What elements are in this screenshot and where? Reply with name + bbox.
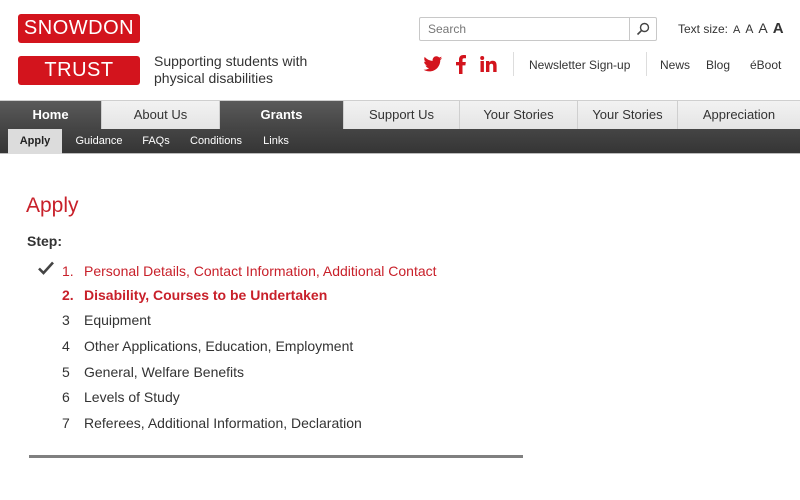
step-number: 5	[62, 364, 70, 380]
nav-your-stories[interactable]: Your Stories	[460, 101, 578, 129]
nav-appreciation[interactable]: Appreciation	[702, 107, 776, 122]
text-size-xlarge[interactable]: A	[772, 20, 784, 37]
twitter-link[interactable]	[422, 54, 444, 74]
step-text: Referees, Additional Information, Declaration	[84, 415, 362, 431]
step-number: 6	[62, 389, 70, 405]
facebook-link[interactable]	[454, 54, 468, 74]
text-size-medium[interactable]: A	[745, 22, 754, 36]
subnav-guidance[interactable]: Guidance	[75, 135, 123, 147]
step-number: 4	[62, 338, 70, 354]
step-text: Other Applications, Education, Employment	[84, 338, 354, 354]
search-box	[419, 17, 657, 41]
text-size-small[interactable]: A	[733, 24, 741, 36]
step-number: 7	[62, 415, 70, 431]
step-number: 3	[62, 312, 70, 328]
linkedin-link[interactable]	[478, 54, 498, 74]
subnav-links[interactable]: Links	[263, 135, 289, 147]
text-size-control	[678, 20, 784, 37]
subnav-faqs[interactable]: FAQs	[142, 135, 170, 147]
twitter-icon	[423, 56, 443, 73]
step-text: Disability, Courses to be Undertaken	[84, 287, 328, 303]
tagline: Supporting students with physical disabilities	[154, 53, 308, 86]
step-number: 1.	[62, 263, 74, 279]
subnav-conditions[interactable]: Conditions	[190, 135, 242, 147]
checkmark-icon	[38, 261, 54, 275]
nav-grants[interactable]: Grants	[220, 101, 344, 129]
text-size-label: Text size:	[678, 22, 729, 36]
step-text: Personal Details, Contact Information, Additional Contact	[84, 263, 437, 279]
main-nav	[0, 100, 800, 129]
sub-nav	[0, 129, 800, 154]
subnav-apply[interactable]: Apply	[8, 129, 62, 154]
divider	[646, 52, 647, 76]
logo-snowdon[interactable]: SNOWDON	[18, 14, 140, 43]
eboot-link[interactable]: éBoot	[750, 58, 782, 72]
step-text: Equipment	[84, 312, 151, 328]
step-text: General, Welfare Benefits	[84, 364, 245, 380]
nav-home[interactable]: Home	[0, 101, 102, 129]
step-number: 2.	[62, 287, 74, 303]
divider-rule	[29, 455, 523, 458]
page-title: Apply	[26, 194, 79, 217]
facebook-icon	[456, 55, 466, 74]
search-input[interactable]	[420, 18, 630, 40]
nav-your-stories-2[interactable]: Your Stories	[578, 101, 678, 129]
site-header	[0, 0, 800, 100]
text-size-large[interactable]: A	[758, 20, 768, 36]
divider	[513, 52, 514, 76]
step-text: Levels of Study	[84, 389, 180, 405]
nav-support-us[interactable]: Support Us	[344, 101, 460, 129]
step-label: Step:	[27, 233, 62, 249]
blog-link[interactable]: Blog	[706, 58, 731, 72]
linkedin-icon	[480, 56, 497, 72]
logo-trust[interactable]: TRUST	[18, 56, 140, 85]
search-icon	[636, 22, 650, 36]
news-link[interactable]: News	[660, 58, 691, 72]
search-button[interactable]	[629, 18, 656, 40]
nav-about-us[interactable]: About Us	[102, 101, 220, 129]
newsletter-signup-link[interactable]: Newsletter Sign-up	[529, 58, 631, 72]
